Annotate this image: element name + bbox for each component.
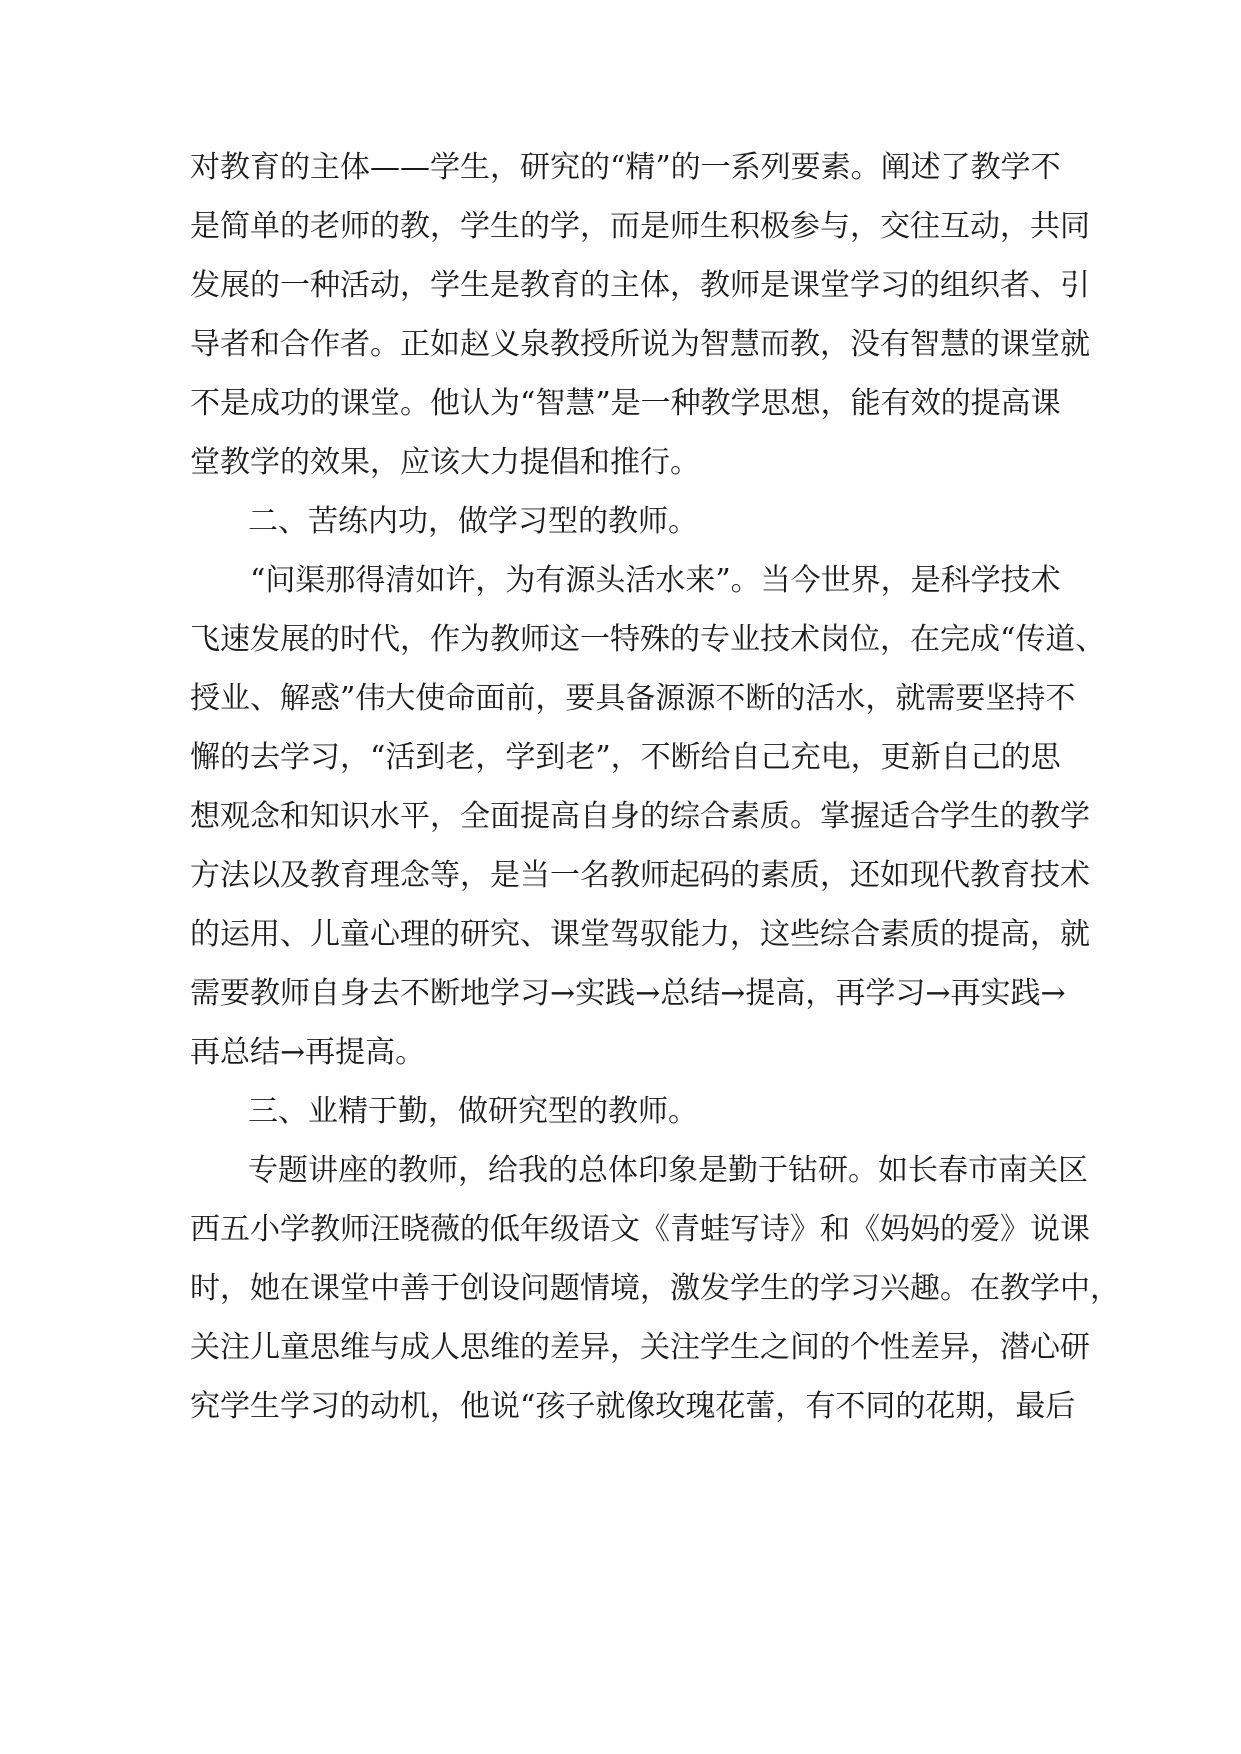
text-line: 不是成功的课堂。他认为“智慧”是一种教学思想，能有效的提高课 — [190, 386, 1061, 421]
paragraph-first-line: “问渠那得清如许，为有源头活水来”。当今世界，是科学技术 — [250, 563, 1061, 598]
text-line: 授业、解惑”伟大使命面前，要具备源源不断的活水，就需要坚持不 — [190, 681, 1076, 716]
text-line: 时，她在课堂中善于创设问题情境，激发学生的学习兴趣。在教学中， — [190, 1271, 1120, 1306]
section-heading: 二、苦练内功，做学习型的教师。 — [248, 504, 698, 539]
text-line: 对教育的主体——学生，研究的“精”的一系列要素。阐述了教学不 — [190, 150, 1061, 185]
text-line: 的运用、儿童心理的研究、课堂驾驭能力，这些综合素质的提高，就 — [190, 917, 1090, 952]
section-heading: 三、业精于勤，做研究型的教师。 — [248, 1094, 698, 1129]
text-line: 西五小学教师汪晓薇的低年级语文《青蛙写诗》和《妈妈的爱》说课 — [190, 1212, 1090, 1247]
text-line: 关注儿童思维与成人思维的差异，关注学生之间的个性差异，潜心研 — [190, 1330, 1090, 1365]
text-line: 导者和合作者。正如赵义泉教授所说为智慧而教，没有智慧的课堂就 — [190, 327, 1090, 362]
paragraph-last-line: 再总结→再提高。 — [190, 1035, 426, 1070]
text-line: 飞速发展的时代，作为教师这一特殊的专业技术岗位，在完成“传道、 — [190, 622, 1106, 657]
text-line: 懈的去学习，“活到老，学到老”，不断给自己充电，更新自己的思 — [190, 740, 1061, 775]
text-line: 需要教师自身去不断地学习→实践→总结→提高，再学习→再实践→ — [190, 976, 1066, 1011]
paragraph-first-line: 专题讲座的教师，给我的总体印象是勤于钻研。如长春市南关区 — [248, 1153, 1088, 1188]
text-line: 方法以及教育理念等，是当一名教师起码的素质，还如现代教育技术 — [190, 858, 1090, 893]
paragraph-last-line: 堂教学的效果，应该大力提倡和推行。 — [190, 445, 700, 480]
text-line: 想观念和知识水平，全面提高自身的综合素质。掌握适合学生的教学 — [190, 799, 1090, 834]
text-line: 发展的一种活动，学生是教育的主体，教师是课堂学习的组织者、引 — [190, 268, 1090, 303]
text-line: 是简单的老师的教，学生的学，而是师生积极参与，交往互动，共同 — [190, 209, 1090, 244]
text-line: 究学生学习的动机，他说“孩子就像玫瑰花蕾，有不同的花期，最后 — [190, 1389, 1076, 1424]
